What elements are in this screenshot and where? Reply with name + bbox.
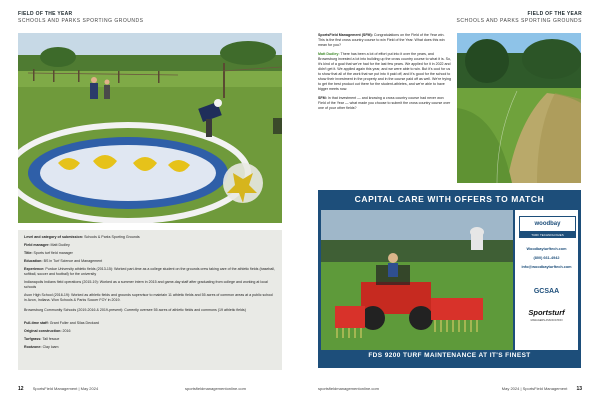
woodbay-advertisement[interactable] bbox=[318, 190, 581, 368]
field-painting-illustration bbox=[18, 33, 282, 223]
field-facts-box bbox=[18, 230, 282, 370]
interview-article bbox=[318, 33, 452, 115]
ad-website-link[interactable]: Woodbayturftech.com bbox=[526, 247, 567, 251]
info-row-experience-avon: Avon High School (2016-19): Worked as athletic fields and grounds supervisor to maintain 11 athletic fields and 55 acres of common areas at a public school in Avon, Indiana. Won Schools & Parks Soccer FOY in 2019. bbox=[24, 293, 273, 302]
gcsaa-logo: GCSAA bbox=[533, 288, 560, 295]
ad-email-link[interactable]: info@woodbayturftech.com bbox=[521, 265, 572, 269]
right-footer bbox=[502, 386, 582, 392]
article-answer-1: Matt Dudley: There has been a lot of effort put into it over the years, and Brownsburg invested a lot into building up the cross country course to what it is. So, it's kind of a goal that we've had for the last few years. We applied for it in 2022 and didn't get it. We applied again this year, and we were able to win. But it's cool for us to show that all of the work that we put into it paid off, and it's good for the school to show their investment in the property and in the course paid off as well. We're trying to get the best product out there for the student-athletes, and we're able to have bigger meets now. bbox=[318, 52, 452, 91]
woodbay-logo: woodbay bbox=[519, 216, 576, 232]
right-footer-url[interactable]: sportsfieldmanagementonline.com bbox=[318, 386, 379, 391]
info-row-manager: Field manager: Matt Dudley bbox=[24, 243, 70, 247]
right-page-number: 13 bbox=[576, 386, 582, 392]
field-painting-photo bbox=[18, 33, 282, 223]
ad-phone: (800) 661-4942 bbox=[533, 256, 560, 260]
sportsturf-logo: Sportsturf bbox=[528, 308, 565, 317]
info-row-experience-brownsburg: Brownsburg Community Schools (2019-2016 & 2019-present): Currently oversee 55 acres of athletic fields and commons (19 athletic fields) bbox=[24, 308, 246, 312]
sportsturf-logo-subtitle: MANAGERS ASSOCIATION bbox=[530, 319, 563, 322]
article-question-2: SFM: In that investment — and knowing a cross country course had never won Field of the Year — what made you choose to submit the cross country course over one of your other fields? bbox=[318, 96, 451, 110]
ad-headline: CAPITAL CARE WITH OFFERS TO MATCH bbox=[354, 194, 545, 204]
left-footer-url[interactable]: sportsfieldmanagementonline.com bbox=[185, 386, 246, 391]
ad-mower-photo bbox=[321, 210, 513, 350]
right-header-title: FIELD OF THE YEAR bbox=[527, 11, 582, 17]
course-path-illustration bbox=[457, 33, 581, 183]
info-row-experience: Experience: Purdue University athletic fields (2013-15): Worked part-time as a college student on the grounds crew taking care of the athletic fields (baseball, softball, soccer and football) for the university bbox=[24, 267, 276, 276]
article-question-1: SportsField Management (SFM): Congratulations on the Field of the Year win. This is the first cross country course to win Field of the Year. What does this win mean for you? bbox=[318, 33, 445, 47]
left-page-number: 12 bbox=[18, 386, 24, 392]
left-footer bbox=[18, 386, 98, 392]
info-row-experience-indians: Indianapolis Indians field operations (2015-19): Worked as a summer intern in 2015 and game-day staff after graduating from college and working at local schools bbox=[24, 280, 268, 289]
info-row-level: Level and category of submission: Schools & Parks Sporting Grounds bbox=[24, 235, 140, 239]
info-row-education: Education: BS in Turf Science and Management bbox=[24, 259, 103, 263]
info-row-rootzone: Rootzone: Clay loam bbox=[24, 345, 59, 349]
info-row-staff: Full-time staff: Grant Fuller and Silas Deckard bbox=[24, 321, 99, 325]
right-header-subtitle: SCHOOLS AND PARKS SPORTING GROUNDS bbox=[456, 18, 582, 24]
info-row-turfgrass: Turfgrass: Tall fescue bbox=[24, 337, 60, 341]
left-header bbox=[18, 11, 143, 25]
ad-tagline: FDS 9200 TURF MAINTENANCE AT IT'S FINEST bbox=[368, 352, 531, 359]
woodbay-logo-subtitle: TURF TECHNOLOGIES bbox=[519, 232, 576, 238]
left-magazine-issue: SportsField Management | May 2024 bbox=[32, 386, 99, 391]
left-header-title: FIELD OF THE YEAR bbox=[18, 11, 73, 17]
left-header-subtitle: SCHOOLS AND PARKS SPORTING GROUNDS bbox=[18, 18, 144, 24]
right-header bbox=[457, 11, 582, 25]
ad-logo-panel bbox=[515, 210, 578, 350]
cross-country-course-photo bbox=[457, 33, 581, 183]
info-row-title: Title: Sports turf field manager bbox=[24, 251, 73, 255]
turf-machine-illustration bbox=[321, 210, 513, 350]
right-magazine-issue: May 2024 | SportsField Management bbox=[501, 386, 568, 391]
info-row-construction: Original construction: 2016 bbox=[24, 329, 71, 333]
